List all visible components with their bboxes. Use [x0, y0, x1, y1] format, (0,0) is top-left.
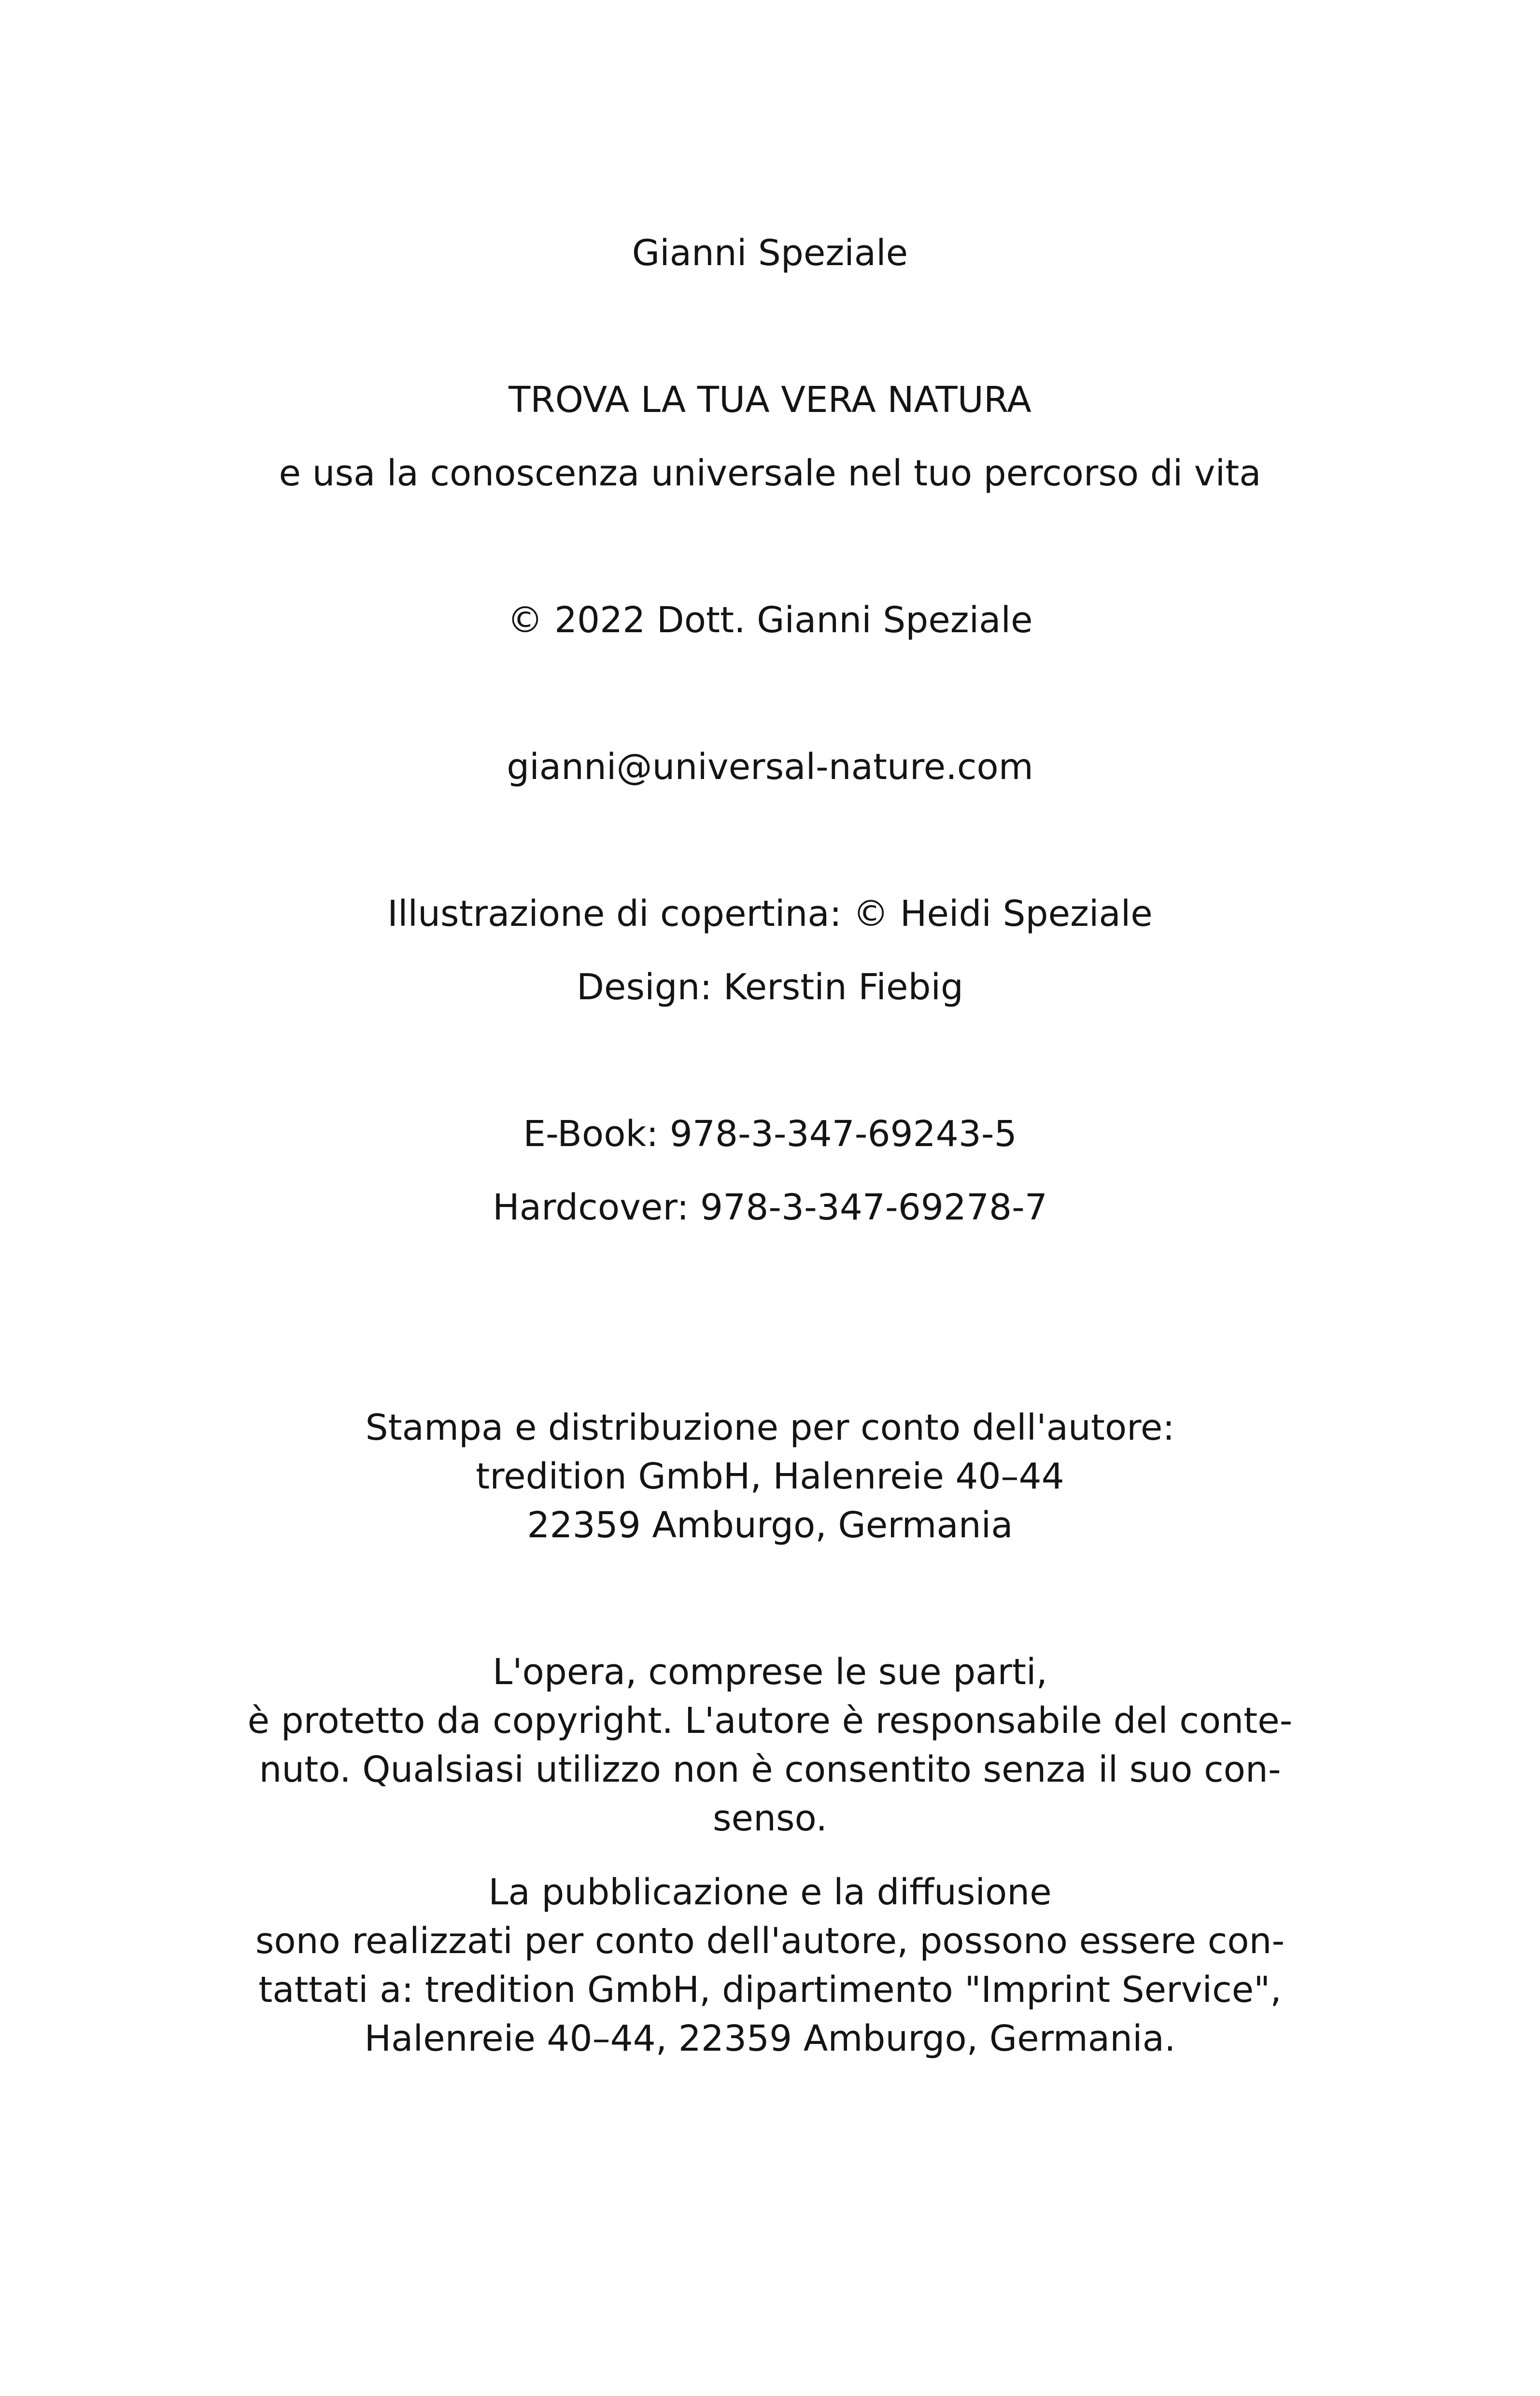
cover-illustration-credit: Illustrazione di copertina: © Heidi Speziale: [387, 893, 1153, 935]
publication-line-3: tattati a: tredition GmbH, dipartimento "Imprint Service",: [258, 1969, 1282, 2011]
legal-line-4: senso.: [712, 1798, 828, 1839]
author-name: Gianni Speziale: [632, 232, 908, 274]
legal-line-2: è protetto da copyright. L'autore è responsabile del conte-: [247, 1700, 1293, 1742]
design-credit: Design: Kerstin Fiebig: [576, 966, 964, 1008]
isbn-hardcover: Hardcover: 978-3-347-69278-7: [493, 1187, 1047, 1228]
legal-line-3: nuto. Qualsiasi utilizzo non è consentito senza il suo con-: [259, 1749, 1281, 1790]
author-email: gianni@universal-nature.com: [507, 746, 1033, 788]
isbn-ebook: E-Book: 978-3-347-69243-5: [523, 1113, 1017, 1155]
legal-line-1: L'opera, comprese le sue parti,: [492, 1651, 1048, 1693]
printing-line-1: Stampa e distribuzione per conto dell'autore:: [365, 1407, 1175, 1448]
printing-line-3: 22359 Amburgo, Germania: [527, 1504, 1013, 1546]
publication-line-4: Halenreie 40–44, 22359 Amburgo, Germania.: [364, 2018, 1176, 2059]
book-title: TROVA LA TUA VERA NATURA: [509, 379, 1031, 421]
copyright-notice: © 2022 Dott. Gianni Speziale: [507, 599, 1033, 641]
publication-line-1: La pubblicazione e la diffusione: [488, 1871, 1052, 1913]
printing-line-2: tredition GmbH, Halenreie 40–44: [476, 1456, 1064, 1497]
publication-line-2: sono realizzati per conto dell'autore, possono essere con-: [255, 1920, 1285, 1962]
book-subtitle: e usa la conoscenza universale nel tuo percorso di vita: [279, 453, 1261, 494]
